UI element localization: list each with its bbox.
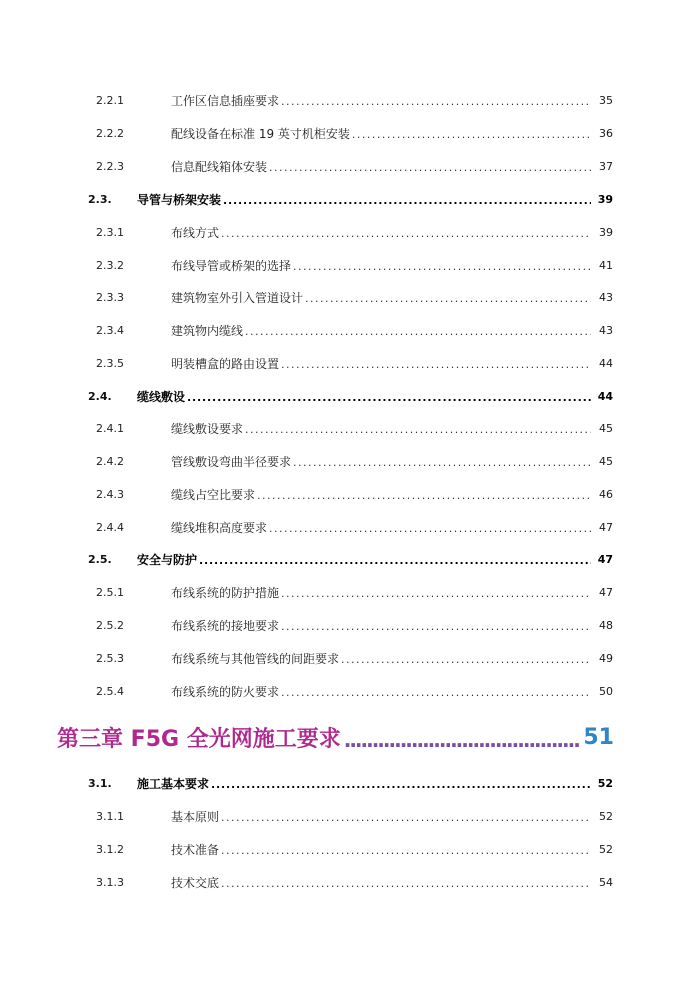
toc-entry-page: 54 — [599, 876, 613, 889]
toc-leader-dots — [293, 454, 591, 471]
toc-entry-3-1[interactable] — [0, 773, 699, 795]
toc-leader-dots — [245, 323, 591, 340]
toc-leader-dots — [281, 684, 591, 701]
toc-entry-2-3-3[interactable] — [0, 287, 699, 309]
toc-entry-2-5-4[interactable] — [0, 681, 699, 703]
toc-leader-dots — [257, 487, 591, 504]
toc-leader-dots — [269, 159, 591, 176]
toc-entry-page: 44 — [599, 357, 613, 370]
toc-leader-dots — [281, 356, 591, 373]
toc-entry-page: 45 — [599, 422, 613, 435]
chapter-leader-dots — [344, 722, 581, 752]
toc-entry-page: 35 — [599, 94, 613, 107]
toc-entry-number: 3.1.1 — [96, 810, 124, 823]
toc-entry-page: 44 — [597, 390, 613, 403]
toc-entry-page: 45 — [599, 455, 613, 468]
toc-entry-2-3-5[interactable] — [0, 353, 699, 375]
toc-leader-dots — [221, 875, 591, 892]
toc-leader-dots — [221, 809, 591, 826]
toc-entry-page: 48 — [599, 619, 613, 632]
toc-entry-number: 2.3. — [88, 193, 112, 206]
toc-entry-number: 2.4. — [88, 390, 112, 403]
toc-entry-number: 2.3.2 — [96, 259, 124, 272]
toc-entry-2-4-3[interactable] — [0, 484, 699, 506]
toc-leader-dots — [199, 552, 591, 569]
toc-entry-number: 2.5.2 — [96, 619, 124, 632]
toc-leader-dots — [352, 126, 591, 143]
toc-entry-2-3-1[interactable] — [0, 222, 699, 244]
toc-entry-number: 2.4.1 — [96, 422, 124, 435]
toc-entry-number: 3.1.2 — [96, 843, 124, 856]
toc-entry-title: 缆线敷设要求 — [171, 422, 244, 436]
toc-leader-dots — [281, 93, 591, 110]
toc-leader-dots — [305, 290, 591, 307]
toc-entry-title: 信息配线箱体安装 — [171, 160, 268, 174]
toc-entry-number: 2.2.2 — [96, 127, 124, 140]
toc-entry-title: 安全与防护 — [137, 553, 198, 567]
toc-entry-number: 2.2.3 — [96, 160, 124, 173]
toc-entry-number: 3.1.3 — [96, 876, 124, 889]
toc-entry-number: 2.3.5 — [96, 357, 124, 370]
toc-entry-2-4-2[interactable] — [0, 451, 699, 473]
toc-entry-title: 施工基本要求 — [137, 777, 210, 791]
toc-entry-title: 配线设备在标准 19 英寸机柜安装 — [171, 127, 350, 141]
toc-entry-title: 缆线堆积高度要求 — [171, 521, 268, 535]
toc-entry-title: 建筑物室外引入管道设计 — [171, 291, 304, 305]
toc-leader-dots — [281, 585, 591, 602]
toc-leader-dots — [269, 520, 591, 537]
toc-chapter-3[interactable] — [57, 720, 614, 754]
toc-entry-page: 39 — [597, 193, 613, 206]
toc-entry-page: 39 — [599, 226, 613, 239]
toc-entry-3-1-1[interactable] — [0, 806, 699, 828]
toc-entry-number: 2.4.4 — [96, 521, 124, 534]
toc-entry-title: 缆线占空比要求 — [171, 488, 256, 502]
toc-entry-page: 41 — [599, 259, 613, 272]
toc-entry-title: 建筑物内缆线 — [171, 324, 244, 338]
toc-entry-2-3-4[interactable] — [0, 320, 699, 342]
toc-entry-page: 43 — [599, 324, 613, 337]
toc-entry-title: 明装槽盒的路由设置 — [171, 357, 280, 371]
toc-entry-number: 2.5.1 — [96, 586, 124, 599]
toc-entry-page: 50 — [599, 685, 613, 698]
toc-entry-page: 47 — [597, 553, 613, 566]
toc-entry-title: 技术准备 — [171, 843, 220, 857]
toc-entry-3-1-3[interactable] — [0, 872, 699, 894]
toc-entry-number: 2.4.2 — [96, 455, 124, 468]
toc-entry-page: 52 — [597, 777, 613, 790]
toc-entry-title: 基本原则 — [171, 810, 220, 824]
toc-entry-title: 缆线敷设 — [137, 390, 186, 404]
toc-leader-dots — [341, 651, 591, 668]
toc-entry-title: 布线系统的接地要求 — [171, 619, 280, 633]
toc-entry-title: 布线系统与其他管线的间距要求 — [171, 652, 340, 666]
toc-entry-2-5-1[interactable] — [0, 582, 699, 604]
toc-entry-2-2-3[interactable] — [0, 156, 699, 178]
toc-entry-number: 2.3.1 — [96, 226, 124, 239]
toc-entry-2-3[interactable] — [0, 189, 699, 211]
toc-entry-2-2-2[interactable] — [0, 123, 699, 145]
toc-entry-2-2-1[interactable] — [0, 90, 699, 112]
toc-leader-dots — [187, 389, 591, 406]
toc-entry-number: 2.2.1 — [96, 94, 124, 107]
toc-entry-page: 52 — [599, 810, 613, 823]
toc-entry-number: 2.3.3 — [96, 291, 124, 304]
toc-entry-page: 43 — [599, 291, 613, 304]
toc-leader-dots — [293, 258, 591, 275]
toc-entry-title: 技术交底 — [171, 876, 220, 890]
toc-leader-dots — [245, 421, 591, 438]
toc-entry-2-4-4[interactable] — [0, 517, 699, 539]
toc-entry-number: 2.5. — [88, 553, 112, 566]
toc-entry-number: 2.3.4 — [96, 324, 124, 337]
toc-entry-title: 布线导管或桥架的选择 — [171, 259, 292, 273]
toc-entry-title: 布线系统的防火要求 — [171, 685, 280, 699]
toc-entry-2-5-2[interactable] — [0, 615, 699, 637]
toc-entry-2-4-1[interactable] — [0, 418, 699, 440]
toc-entry-number: 3.1. — [88, 777, 112, 790]
toc-leader-dots — [221, 225, 591, 242]
toc-entry-title: 管线敷设弯曲半径要求 — [171, 455, 292, 469]
toc-entry-page: 46 — [599, 488, 613, 501]
toc-leader-dots — [221, 842, 591, 859]
toc-entry-2-3-2[interactable] — [0, 255, 699, 277]
toc-entry-title: 布线系统的防护措施 — [171, 586, 280, 600]
toc-entry-2-5-3[interactable] — [0, 648, 699, 670]
toc-entry-title: 工作区信息插座要求 — [171, 94, 280, 108]
toc-entry-page: 52 — [599, 843, 613, 856]
toc-leader-dots — [223, 192, 591, 209]
toc-entry-2-4[interactable] — [0, 386, 699, 408]
toc-entry-number: 2.5.3 — [96, 652, 124, 665]
toc-entry-page: 49 — [599, 652, 613, 665]
toc-leader-dots — [281, 618, 591, 635]
toc-entry-page: 36 — [599, 127, 613, 140]
toc-entry-page: 47 — [599, 586, 613, 599]
toc-entry-number: 2.5.4 — [96, 685, 124, 698]
toc-entry-3-1-2[interactable] — [0, 839, 699, 861]
toc-entry-page: 47 — [599, 521, 613, 534]
toc-leader-dots — [211, 776, 591, 793]
toc-entry-title: 导管与桥架安装 — [137, 193, 222, 207]
chapter-page: 51 — [583, 724, 614, 750]
toc-entry-number: 2.4.3 — [96, 488, 124, 501]
toc-entry-page: 37 — [599, 160, 613, 173]
toc-entry-title: 布线方式 — [171, 226, 220, 240]
chapter-title: 第三章 F5G 全光网施工要求 — [57, 726, 341, 752]
toc-entry-2-5[interactable] — [0, 549, 699, 571]
